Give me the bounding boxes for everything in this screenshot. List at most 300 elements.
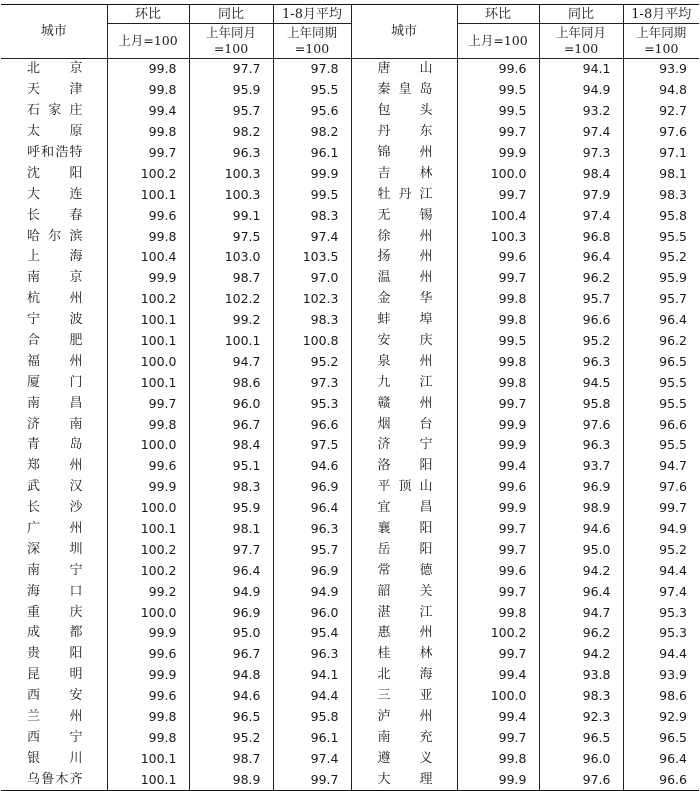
avg-value: 96.5 (623, 351, 699, 372)
city-name: 兰州 (27, 709, 83, 725)
mom-value: 99.9 (457, 143, 539, 164)
mom-value: 99.7 (457, 581, 539, 602)
avg-value: 95.2 (273, 351, 351, 372)
yoy-value: 95.0 (189, 623, 273, 644)
avg-value: 95.9 (623, 268, 699, 289)
yoy-value: 94.2 (539, 644, 623, 665)
yoy-value: 97.3 (539, 143, 623, 164)
city-name: 呼和浩特 (27, 145, 83, 160)
avg-value: 99.7 (623, 498, 699, 519)
city-name: 九江 (351, 372, 457, 393)
table-row (1, 143, 699, 164)
table-row (1, 163, 699, 184)
table-row (1, 519, 699, 540)
table-row (1, 498, 699, 519)
table-row (1, 686, 699, 707)
mom-value: 99.7 (457, 519, 539, 540)
yoy-value: 95.2 (539, 331, 623, 352)
avg-value: 92.9 (623, 707, 699, 728)
yoy-value: 100.3 (189, 184, 273, 205)
yoy-value: 98.9 (539, 498, 623, 519)
avg-value: 93.9 (623, 665, 699, 686)
yoy-value: 100.1 (189, 331, 273, 352)
table-row (1, 205, 699, 226)
city-name: 大理 (351, 769, 457, 790)
avg-value: 95.5 (273, 80, 351, 101)
city-name: 沈阳 (27, 165, 83, 181)
city-name: 湛江 (351, 602, 457, 623)
mom-value: 99.8 (107, 80, 189, 101)
mom-value: 100.0 (107, 498, 189, 519)
mom-value: 100.1 (107, 310, 189, 331)
city-name: 长春 (27, 207, 83, 223)
mom-value: 99.4 (107, 101, 189, 122)
table-row (1, 769, 699, 790)
city-name: 唐山 (351, 59, 457, 80)
header-yoy-left: 同比 (189, 5, 273, 24)
yoy-value: 96.5 (539, 728, 623, 749)
avg-value: 94.7 (623, 456, 699, 477)
mom-value: 99.7 (457, 122, 539, 143)
avg-value: 103.5 (273, 247, 351, 268)
mom-value: 100.0 (107, 602, 189, 623)
avg-value: 95.5 (623, 226, 699, 247)
table-row (1, 623, 699, 644)
mom-value: 99.6 (107, 644, 189, 665)
subheader-mom-left: 上月=100 (107, 24, 189, 59)
yoy-value: 96.5 (189, 707, 273, 728)
yoy-value: 96.9 (539, 477, 623, 498)
city-name: 襄阳 (351, 519, 457, 540)
yoy-value: 98.1 (189, 519, 273, 540)
mom-value: 100.1 (107, 748, 189, 769)
avg-value: 96.6 (273, 414, 351, 435)
mom-value: 100.1 (107, 519, 189, 540)
avg-value: 96.3 (273, 519, 351, 540)
table-row (1, 581, 699, 602)
yoy-value: 97.5 (189, 226, 273, 247)
mom-value: 99.8 (457, 289, 539, 310)
table-row (1, 101, 699, 122)
yoy-value: 97.9 (539, 184, 623, 205)
yoy-value: 94.9 (539, 80, 623, 101)
mom-value: 99.5 (457, 101, 539, 122)
yoy-value: 95.9 (189, 80, 273, 101)
mom-value: 99.7 (457, 728, 539, 749)
mom-value: 99.8 (107, 414, 189, 435)
table-row (1, 707, 699, 728)
city-name: 岳阳 (351, 539, 457, 560)
city-name: 上海 (27, 249, 83, 265)
city-name: 长沙 (27, 500, 83, 516)
avg-value: 98.3 (623, 184, 699, 205)
avg-value: 96.1 (273, 143, 351, 164)
table-row (1, 665, 699, 686)
city-name: 厦门 (27, 374, 83, 390)
yoy-value: 94.7 (189, 351, 273, 372)
table-row (1, 393, 699, 414)
yoy-value: 94.1 (539, 59, 623, 80)
mom-value: 100.1 (107, 331, 189, 352)
avg-value: 95.3 (273, 393, 351, 414)
mom-value: 99.5 (457, 331, 539, 352)
avg-value: 96.2 (623, 331, 699, 352)
city-name: 平顶山 (351, 477, 457, 498)
yoy-value: 97.7 (189, 539, 273, 560)
table-body (1, 59, 699, 791)
mom-value: 99.2 (107, 581, 189, 602)
table-row (1, 644, 699, 665)
mom-value: 100.2 (107, 560, 189, 581)
yoy-value: 95.2 (189, 728, 273, 749)
city-name: 贵阳 (27, 646, 83, 662)
mom-value: 99.6 (107, 456, 189, 477)
yoy-value: 95.7 (539, 289, 623, 310)
yoy-value: 96.8 (539, 226, 623, 247)
table-row (1, 122, 699, 143)
yoy-value: 94.2 (539, 560, 623, 581)
avg-value: 98.2 (273, 122, 351, 143)
mom-value: 99.9 (107, 665, 189, 686)
mom-value: 99.9 (107, 268, 189, 289)
yoy-value: 93.8 (539, 665, 623, 686)
mom-value: 100.1 (107, 769, 189, 790)
yoy-value: 96.3 (539, 435, 623, 456)
city-name: 银川 (27, 750, 83, 766)
avg-value: 98.1 (623, 163, 699, 184)
avg-value: 96.4 (273, 498, 351, 519)
mom-value: 100.2 (457, 623, 539, 644)
mom-value: 99.6 (457, 560, 539, 581)
yoy-value: 97.6 (539, 769, 623, 790)
city-name: 丹东 (351, 122, 457, 143)
city-name: 吉林 (351, 163, 457, 184)
table-row (1, 289, 699, 310)
city-name: 南宁 (27, 562, 83, 578)
mom-value: 100.1 (107, 184, 189, 205)
yoy-value: 96.3 (539, 351, 623, 372)
avg-value: 95.5 (623, 435, 699, 456)
city-name: 遵义 (351, 748, 457, 769)
avg-value: 98.3 (273, 310, 351, 331)
subheader-avg-right: 上年同期 =100 (623, 24, 699, 59)
avg-value: 97.5 (273, 435, 351, 456)
yoy-value: 98.6 (189, 372, 273, 393)
city-name: 郑州 (27, 458, 83, 474)
city-name: 无锡 (351, 205, 457, 226)
city-name: 安庆 (351, 331, 457, 352)
mom-value: 99.4 (457, 707, 539, 728)
header-city-right: 城市 (351, 5, 457, 59)
avg-value: 97.6 (623, 122, 699, 143)
mom-value: 100.2 (107, 289, 189, 310)
city-name: 济南 (27, 416, 83, 432)
table-row (1, 602, 699, 623)
avg-value: 99.5 (273, 184, 351, 205)
avg-value: 94.4 (623, 644, 699, 665)
yoy-value: 95.8 (539, 393, 623, 414)
yoy-value: 98.7 (189, 748, 273, 769)
city-name: 南充 (351, 728, 457, 749)
yoy-value: 96.3 (189, 143, 273, 164)
city-name: 石家庄 (27, 103, 83, 119)
yoy-value: 94.6 (539, 519, 623, 540)
avg-value: 95.2 (623, 247, 699, 268)
mom-value: 100.3 (457, 226, 539, 247)
mom-value: 99.9 (457, 414, 539, 435)
avg-value: 95.2 (623, 539, 699, 560)
mom-value: 100.4 (107, 247, 189, 268)
mom-value: 99.9 (107, 623, 189, 644)
mom-value: 100.1 (107, 372, 189, 393)
mom-value: 99.8 (107, 122, 189, 143)
city-name: 泉州 (351, 351, 457, 372)
avg-value: 95.3 (623, 602, 699, 623)
table-row (1, 247, 699, 268)
avg-value: 97.0 (273, 268, 351, 289)
mom-value: 99.4 (457, 665, 539, 686)
city-name: 深圳 (27, 541, 83, 557)
city-name: 牡丹江 (351, 184, 457, 205)
header-avg-left: 1-8月平均 (273, 5, 351, 24)
city-name: 洛阳 (351, 456, 457, 477)
table-row (1, 728, 699, 749)
city-name: 桂林 (351, 644, 457, 665)
city-name: 南京 (27, 270, 83, 286)
avg-value: 95.4 (273, 623, 351, 644)
table-row (1, 748, 699, 769)
subheader-yoy-left: 上年同月 =100 (189, 24, 273, 59)
avg-value: 98.3 (273, 205, 351, 226)
city-name: 西宁 (27, 729, 83, 745)
yoy-value: 95.0 (539, 539, 623, 560)
yoy-value: 95.9 (189, 498, 273, 519)
avg-value: 96.3 (273, 644, 351, 665)
table-row (1, 456, 699, 477)
avg-value: 94.6 (273, 456, 351, 477)
subheader-avg-left: 上年同期 =100 (273, 24, 351, 59)
yoy-value: 98.3 (539, 686, 623, 707)
header-city-left: 城市 (1, 5, 107, 59)
city-name: 烟台 (351, 414, 457, 435)
mom-value: 99.4 (457, 456, 539, 477)
city-name: 徐州 (351, 226, 457, 247)
header-mom-left: 环比 (107, 5, 189, 24)
avg-value: 92.7 (623, 101, 699, 122)
mom-value: 100.0 (107, 351, 189, 372)
mom-value: 99.7 (457, 539, 539, 560)
table-row (1, 539, 699, 560)
table-row (1, 59, 699, 80)
header-yoy-right: 同比 (539, 5, 623, 24)
avg-value: 97.4 (273, 748, 351, 769)
city-name: 青岛 (27, 437, 83, 453)
avg-value: 96.9 (273, 477, 351, 498)
mom-value: 99.8 (107, 226, 189, 247)
price-index-table (1, 4, 699, 791)
table-row (1, 268, 699, 289)
city-name: 济宁 (351, 435, 457, 456)
avg-value: 93.9 (623, 59, 699, 80)
city-name: 北海 (351, 665, 457, 686)
subheader-yoy-right: 上年同月 =100 (539, 24, 623, 59)
mom-value: 99.8 (457, 748, 539, 769)
avg-value: 94.4 (273, 686, 351, 707)
city-name: 昆明 (27, 667, 83, 683)
mom-value: 100.4 (457, 205, 539, 226)
city-name: 韶关 (351, 581, 457, 602)
avg-value: 97.6 (623, 477, 699, 498)
avg-value: 95.3 (623, 623, 699, 644)
avg-value: 96.4 (623, 748, 699, 769)
yoy-value: 94.5 (539, 372, 623, 393)
city-name: 锦州 (351, 143, 457, 164)
avg-value: 94.1 (273, 665, 351, 686)
table-row (1, 435, 699, 456)
avg-value: 96.4 (623, 310, 699, 331)
subheader-mom-right: 上月=100 (457, 24, 539, 59)
yoy-value: 94.8 (189, 665, 273, 686)
yoy-value: 95.1 (189, 456, 273, 477)
yoy-value: 96.4 (539, 581, 623, 602)
avg-value: 98.6 (623, 686, 699, 707)
yoy-value: 97.4 (539, 122, 623, 143)
avg-value: 95.7 (623, 289, 699, 310)
table-row (1, 477, 699, 498)
yoy-value: 96.7 (189, 644, 273, 665)
mom-value: 100.0 (457, 686, 539, 707)
city-name: 温州 (351, 268, 457, 289)
table-row (1, 372, 699, 393)
avg-value: 95.8 (273, 707, 351, 728)
city-name: 宜昌 (351, 498, 457, 519)
mom-value: 100.2 (107, 163, 189, 184)
mom-value: 99.9 (457, 498, 539, 519)
yoy-value: 98.7 (189, 268, 273, 289)
yoy-value: 96.6 (539, 310, 623, 331)
city-name: 金华 (351, 289, 457, 310)
table-row (1, 331, 699, 352)
yoy-value: 97.7 (189, 59, 273, 80)
avg-value: 94.4 (623, 560, 699, 581)
city-name: 福州 (27, 353, 83, 369)
city-name: 秦皇岛 (351, 80, 457, 101)
yoy-value: 98.9 (189, 769, 273, 790)
yoy-value: 94.6 (189, 686, 273, 707)
yoy-value: 96.4 (539, 247, 623, 268)
avg-value: 96.6 (623, 414, 699, 435)
table-row (1, 184, 699, 205)
mom-value: 99.8 (107, 707, 189, 728)
city-name: 西安 (27, 688, 83, 704)
yoy-value: 97.6 (539, 414, 623, 435)
yoy-value: 95.7 (189, 101, 273, 122)
city-name: 南昌 (27, 395, 83, 411)
avg-value: 96.0 (273, 602, 351, 623)
city-name: 常德 (351, 560, 457, 581)
city-name: 广州 (27, 521, 83, 537)
table-row (1, 414, 699, 435)
table-row (1, 351, 699, 372)
table-row (1, 226, 699, 247)
mom-value: 99.7 (457, 268, 539, 289)
avg-value: 97.1 (623, 143, 699, 164)
mom-value: 99.7 (107, 143, 189, 164)
avg-value: 96.5 (623, 728, 699, 749)
mom-value: 100.0 (107, 435, 189, 456)
avg-value: 95.7 (273, 539, 351, 560)
mom-value: 99.7 (107, 393, 189, 414)
yoy-value: 93.2 (539, 101, 623, 122)
yoy-value: 92.3 (539, 707, 623, 728)
city-name: 扬州 (351, 247, 457, 268)
city-name: 海口 (27, 583, 83, 599)
header-avg-right: 1-8月平均 (623, 5, 699, 24)
avg-value: 95.6 (273, 101, 351, 122)
avg-value: 95.5 (623, 372, 699, 393)
yoy-value: 96.4 (189, 560, 273, 581)
yoy-value: 98.4 (539, 163, 623, 184)
city-name: 哈尔滨 (27, 228, 83, 244)
header-mom-right: 环比 (457, 5, 539, 24)
mom-value: 99.8 (457, 372, 539, 393)
city-name: 蚌埠 (351, 310, 457, 331)
yoy-value: 93.7 (539, 456, 623, 477)
city-name: 合肥 (27, 333, 83, 349)
avg-value: 102.3 (273, 289, 351, 310)
table-row (1, 80, 699, 101)
table-row (1, 310, 699, 331)
mom-value: 100.2 (107, 539, 189, 560)
yoy-value: 96.2 (539, 268, 623, 289)
mom-value: 99.8 (107, 728, 189, 749)
yoy-value: 102.2 (189, 289, 273, 310)
city-name: 大连 (27, 186, 83, 202)
city-name: 包头 (351, 101, 457, 122)
avg-value: 95.5 (623, 393, 699, 414)
mom-value: 99.6 (107, 205, 189, 226)
yoy-value: 96.9 (189, 602, 273, 623)
mom-value: 99.6 (107, 686, 189, 707)
avg-value: 94.8 (623, 80, 699, 101)
city-name: 太原 (27, 124, 83, 140)
city-name: 北京 (27, 61, 83, 77)
mom-value: 99.6 (457, 477, 539, 498)
avg-value: 94.9 (623, 519, 699, 540)
yoy-value: 96.0 (539, 748, 623, 769)
avg-value: 94.9 (273, 581, 351, 602)
city-name: 武汉 (27, 479, 83, 495)
yoy-value: 103.0 (189, 247, 273, 268)
avg-value: 96.6 (623, 769, 699, 790)
avg-value: 96.9 (273, 560, 351, 581)
mom-value: 99.9 (457, 769, 539, 790)
mom-value: 99.8 (107, 59, 189, 80)
yoy-value: 96.7 (189, 414, 273, 435)
avg-value: 99.7 (273, 769, 351, 790)
city-name: 惠州 (351, 623, 457, 644)
yoy-value: 96.2 (539, 623, 623, 644)
avg-value: 97.3 (273, 372, 351, 393)
city-name: 成都 (27, 625, 83, 641)
avg-value: 99.9 (273, 163, 351, 184)
mom-value: 99.8 (457, 602, 539, 623)
mom-value: 99.9 (107, 477, 189, 498)
yoy-value: 97.4 (539, 205, 623, 226)
avg-value: 100.8 (273, 331, 351, 352)
mom-value: 99.7 (457, 184, 539, 205)
yoy-value: 99.2 (189, 310, 273, 331)
